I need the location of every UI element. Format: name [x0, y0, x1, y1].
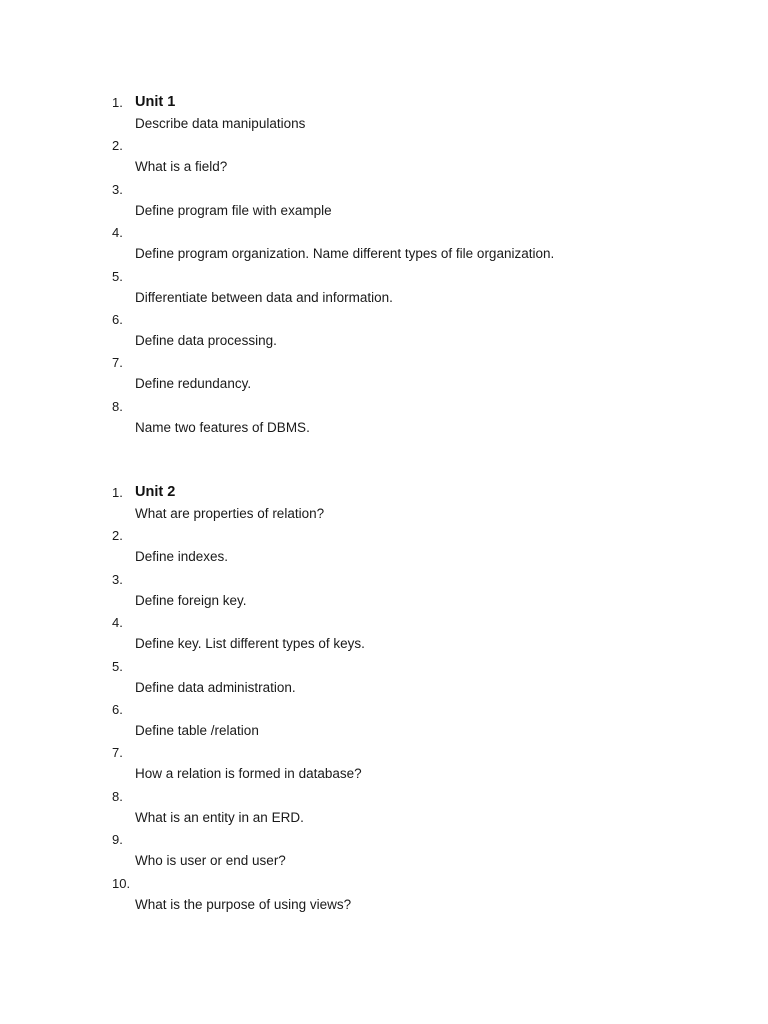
unit-2-list [0, 481, 768, 915]
question-text: Define program file with example [135, 202, 332, 218]
list-item [0, 568, 768, 611]
item-number: 3. [112, 181, 123, 197]
list-item [0, 134, 768, 177]
list-item [0, 698, 768, 741]
unit-1-list [0, 91, 768, 438]
item-number: 7. [112, 355, 123, 371]
item-number: 6. [112, 701, 123, 717]
item-number: 1. [112, 95, 123, 110]
list-item [0, 481, 768, 524]
list-item [0, 91, 768, 134]
item-number: 2. [112, 528, 123, 544]
list-item [0, 221, 768, 264]
question-text: What is an entity in an ERD. [135, 809, 304, 825]
question-text: Define data processing. [135, 332, 277, 348]
question-text: Who is user or end user? [135, 853, 286, 869]
question-text: Define data administration. [135, 679, 296, 695]
question-text: Define foreign key. [135, 592, 247, 608]
item-number: 3. [112, 571, 123, 587]
list-item [0, 655, 768, 698]
question-text: What is the purpose of using views? [135, 896, 352, 912]
list-item [0, 872, 768, 915]
unit-title: Unit 2 [135, 484, 176, 500]
question-text: What is a field? [135, 159, 228, 175]
item-number: 2. [112, 138, 123, 154]
list-item [0, 828, 768, 871]
item-number: 6. [112, 311, 123, 327]
item-number: 8. [112, 788, 123, 804]
item-number: 7. [112, 745, 123, 761]
list-item [0, 178, 768, 221]
list-item [0, 395, 768, 438]
item-number: 10. [112, 875, 131, 891]
item-number: 9. [112, 832, 123, 848]
list-item [0, 308, 768, 351]
list-item [0, 524, 768, 567]
item-number: 4. [112, 225, 123, 241]
question-text: Define key. List different types of keys. [135, 636, 365, 652]
question-text: How a relation is formed in database? [135, 766, 362, 782]
question-text: What are properties of relation? [135, 506, 325, 521]
item-number: 4. [112, 615, 123, 631]
question-text: Define table /relation [135, 722, 259, 738]
list-item [0, 785, 768, 828]
list-item [0, 741, 768, 784]
question-text: Define redundancy. [135, 376, 252, 392]
item-number: 5. [112, 268, 123, 284]
list-item [0, 265, 768, 308]
question-text: Define program organization. Name different types of file organization. [135, 246, 555, 262]
list-item [0, 611, 768, 654]
list-item [0, 351, 768, 394]
question-text: Name two features of DBMS. [135, 419, 310, 435]
unit-title: Unit 1 [135, 94, 176, 110]
item-number: 1. [112, 485, 123, 500]
question-text: Describe data manipulations [135, 116, 306, 131]
question-text: Differentiate between data and information. [135, 289, 393, 305]
item-number: 5. [112, 658, 123, 674]
item-number: 8. [112, 398, 123, 414]
question-text: Define indexes. [135, 549, 229, 565]
